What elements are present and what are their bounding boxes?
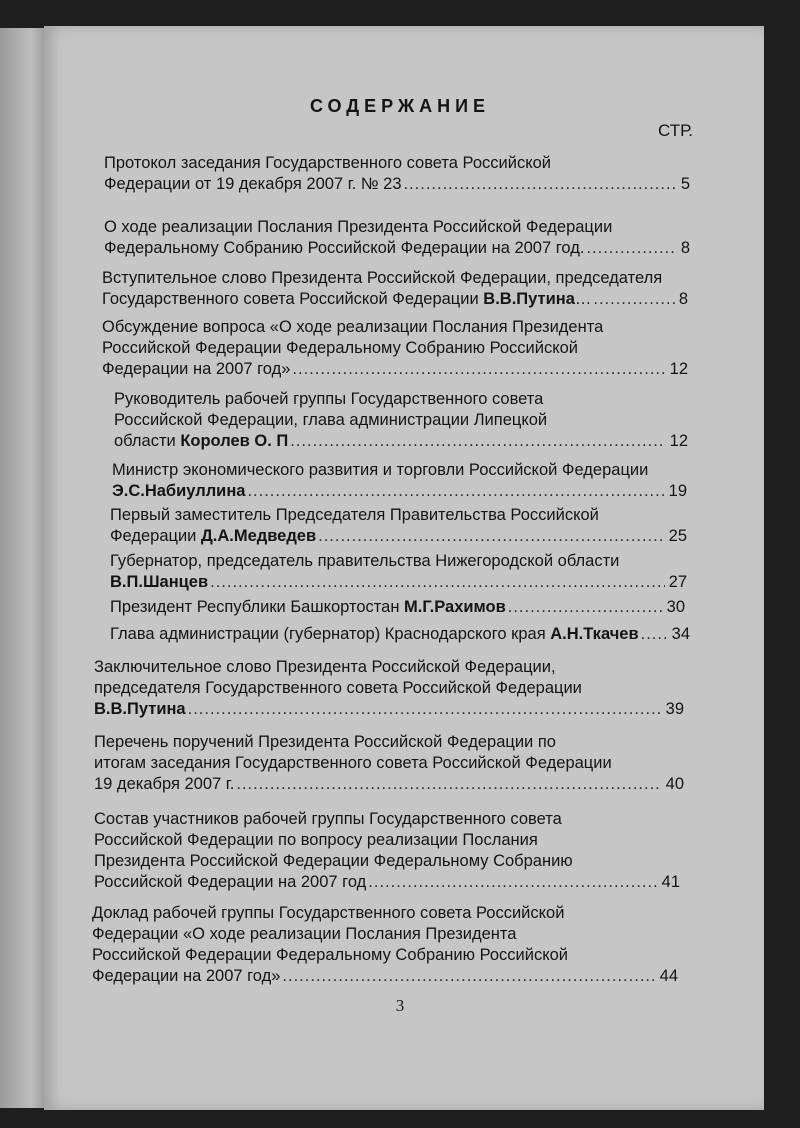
entry-name: Д.А.Медведев — [200, 527, 317, 545]
entry-page-number: 41 — [661, 873, 680, 891]
entry-text: Российской Федерации на 2007 год — [94, 873, 367, 891]
entry-page-number: 40 — [665, 775, 684, 793]
entry-name: В.П.Шанцев — [110, 573, 209, 591]
entry-text: Глава администрации (губернатор) Краснодарского края — [110, 625, 551, 643]
leader-dots — [368, 872, 657, 893]
entry-line: Состав участников рабочей группы Государственного совета — [94, 810, 562, 828]
leader-dots — [292, 359, 665, 380]
entry-line: Руководитель рабочей группы Государственного совета — [114, 390, 544, 408]
leader-dots — [290, 431, 665, 452]
entry-page-number: 5 — [680, 175, 690, 193]
entry-text: Федерации на 2007 год» — [102, 360, 291, 378]
leader-dots — [210, 572, 665, 593]
toc-entry[interactable] — [104, 153, 690, 195]
entry-text: Президент Республики Башкортостан — [110, 598, 405, 616]
entry-text: области — [114, 432, 181, 450]
entry-line: Обсуждение вопроса «О ходе реализации Послания Президента — [102, 318, 604, 336]
entry-page-number: 8 — [680, 239, 690, 257]
leader-dots — [586, 238, 676, 259]
toc-entry[interactable] — [104, 217, 690, 259]
leader-dots — [318, 526, 665, 547]
toc-entry[interactable] — [112, 460, 687, 502]
toc-entry[interactable] — [94, 732, 684, 795]
entry-text: Федерации — [110, 527, 201, 545]
entry-page-number: 39 — [665, 700, 684, 718]
entry-line: Российской Федерации Федеральному Собранию Российской — [92, 946, 569, 964]
page-folio-number: 3 — [395, 996, 405, 1015]
entry-line: Губернатор, председатель правительства Нижегородской области — [110, 552, 620, 570]
toc-entry[interactable] — [114, 389, 688, 452]
toc-entry[interactable] — [110, 505, 687, 547]
toc-entry[interactable] — [102, 268, 688, 310]
toc-entry[interactable] — [110, 624, 690, 645]
entry-text: Федерации от 19 декабря 2007 г. № 23 — [104, 175, 402, 193]
entry-tail: … — [574, 290, 592, 308]
leader-dots — [593, 289, 674, 310]
entry-line: Российской Федерации Федеральному Собранию Российской — [102, 339, 579, 357]
entry-page-number: 34 — [671, 625, 690, 643]
entry-name: А.Н.Ткачев — [550, 625, 639, 643]
entry-page-number: 30 — [666, 598, 685, 616]
toc-entry[interactable] — [110, 597, 685, 618]
entry-line: Президента Российской Федерации Федеральному Собранию — [94, 852, 573, 870]
leader-dots — [247, 481, 664, 502]
entry-line: Министр экономического развития и торговли Российской Федерации — [112, 461, 649, 479]
entry-name: М.Г.Рахимов — [404, 598, 506, 616]
entry-name: В.В.Путина — [483, 290, 575, 308]
entry-line: Перечень поручений Президента Российской Федерации по — [94, 733, 556, 751]
entry-text: Федерации на 2007 год» — [92, 967, 281, 985]
entry-line: Вступительное слово Президента Российской Федерации, председателя — [102, 269, 663, 287]
toc-entry[interactable] — [94, 809, 680, 893]
leader-dots — [188, 699, 662, 720]
toc-title: СОДЕРЖАНИЕ — [309, 96, 491, 116]
entry-name: Э.С.Набиуллина — [112, 482, 246, 500]
toc-entry[interactable] — [110, 551, 687, 593]
entry-line: итогам заседания Государственного совета Российской Федерации — [94, 754, 612, 772]
entry-page-number: 19 — [668, 482, 687, 500]
entry-line: О ходе реализации Послания Президента Российской Федерации — [104, 218, 613, 236]
leader-dots — [404, 174, 677, 195]
entry-line: Федерации «О ходе реализации Послания Президента — [92, 925, 517, 943]
leader-dots — [282, 966, 655, 987]
entry-line: Протокол заседания Государственного совета Российской — [104, 154, 551, 172]
leader-dots — [508, 597, 663, 618]
entry-name: В.В.Путина — [94, 700, 186, 718]
leader-dots — [236, 774, 661, 795]
entry-page-number: 44 — [659, 967, 678, 985]
entry-page-number: 12 — [669, 360, 688, 378]
entry-line: Доклад рабочей группы Государственного совета Российской — [92, 904, 565, 922]
entry-line: Российской Федерации по вопросу реализации Послания — [94, 831, 538, 849]
toc-entry[interactable] — [92, 903, 678, 987]
entry-line: председателя Государственного совета Российской Федерации — [94, 679, 582, 697]
entry-page-number: 8 — [678, 290, 688, 308]
leader-dots — [641, 624, 668, 645]
entry-page-number: 12 — [669, 432, 688, 450]
entry-line: Первый заместитель Председателя Правительства Российской — [110, 506, 599, 524]
entry-page-number: 25 — [668, 527, 687, 545]
entry-text: 19 декабря 2007 г. — [94, 775, 235, 793]
toc-entry[interactable] — [94, 657, 684, 720]
entry-text: Государственного совета Российской Федерации — [102, 290, 484, 308]
toc-entry[interactable] — [102, 317, 688, 380]
entry-page-number: 27 — [668, 573, 687, 591]
entry-line: Российской Федерации, глава администрации Липецкой — [114, 411, 548, 429]
entry-text: Федеральному Собранию Российской Федерации на 2007 год. — [104, 239, 585, 257]
entry-line: Заключительное слово Президента Российской Федерации, — [94, 658, 556, 676]
page-column-label: СТР. — [658, 121, 693, 140]
entry-name: Королев О. П — [180, 432, 289, 450]
